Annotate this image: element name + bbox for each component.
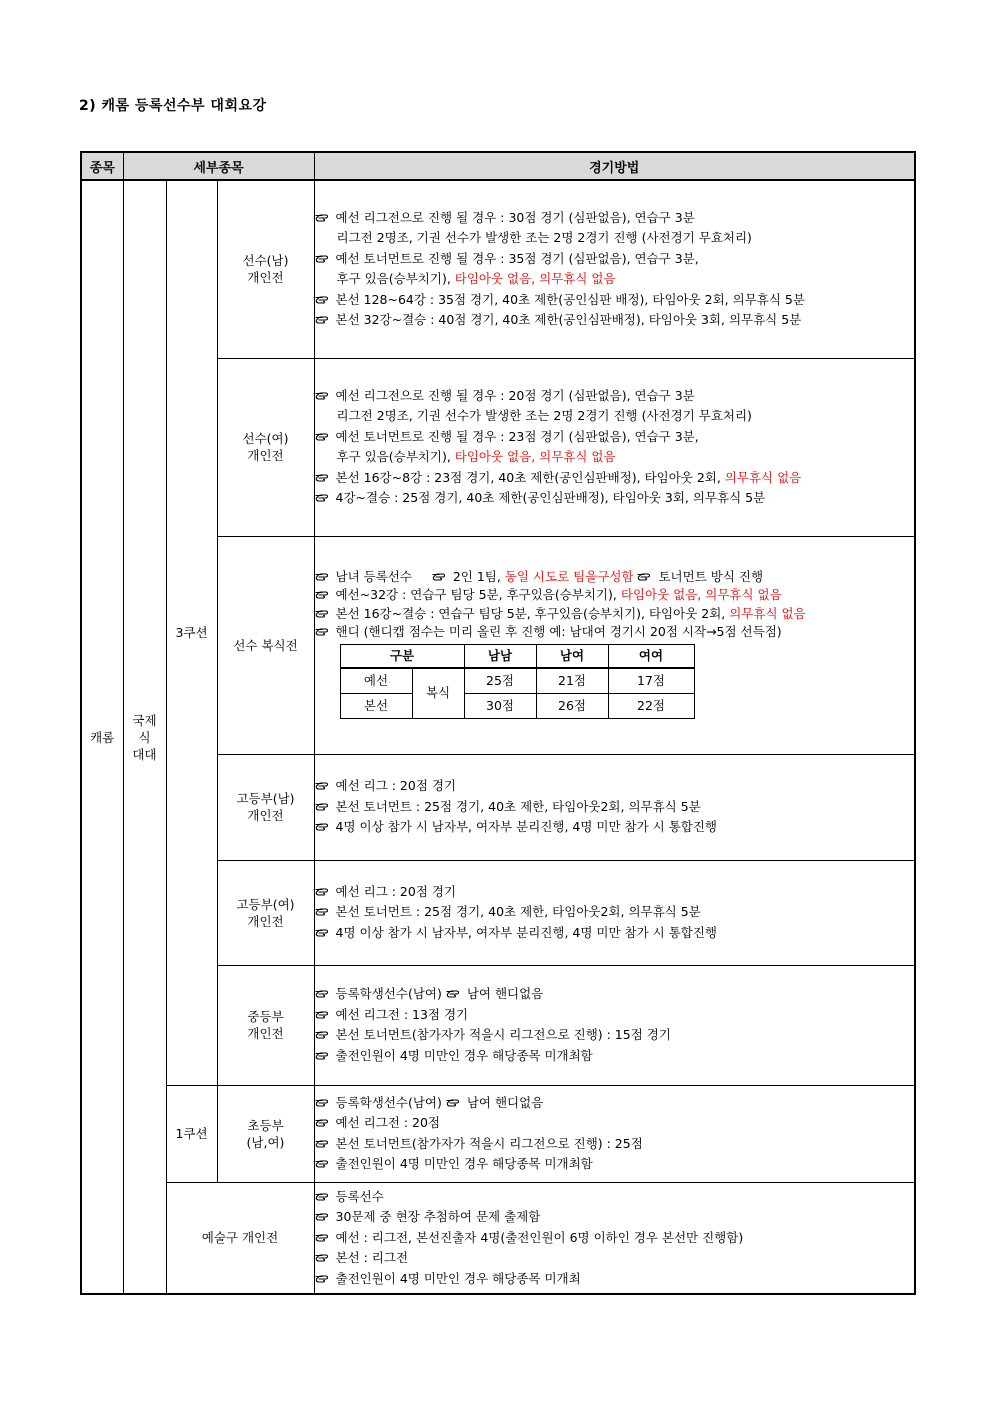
- header-detail: 세부종목: [123, 152, 314, 180]
- pointing-hand-icon: [315, 1233, 329, 1242]
- elem-method: 등록학생선수(남여) 남여 핸디없음 예선 리그전 : 20점 본선 토너먼트(참가자가 적을시 리그전으로 진행) : 25점 출전인원이 4명 미만인 경우 해당종목 미개최함: [314, 1085, 915, 1182]
- pointing-hand-icon: [315, 781, 329, 790]
- artistic-label: 예술구 개인전: [166, 1182, 314, 1294]
- pointing-hand-icon: [315, 802, 329, 811]
- pointing-hand-icon: [315, 1274, 329, 1283]
- table-row: [81, 1182, 915, 1294]
- ms-method: 등록학생선수(남여) 남여 핸디없음 예선 리그전 : 13점 경기 본선 토너먼트(참가자가 적을시 리그전으로 진행) : 15점 경기 출전인원이 4명 미만인 경우 해당종목 미개최함: [314, 965, 915, 1085]
- red-note: 타임아웃 없음, 의무휴식 없음: [454, 449, 616, 464]
- hs-men-label: 고등부(남) 개인전: [217, 754, 314, 860]
- red-note: 타임아웃 없음, 의무휴식 없음: [620, 587, 782, 602]
- header-method: 경기방법: [314, 152, 915, 180]
- handicap-stage: 본선: [340, 693, 412, 718]
- pointing-hand-icon: [315, 391, 329, 400]
- pointing-hand-icon: [315, 907, 329, 916]
- men-individual-method: 예선 리그전으로 진행 될 경우 : 30점 경기 (심판없음), 연습구 3분 리그전 2명조, 기권 선수가 발생한 조는 2명 2경기 진행 (사전경기 무효처리) 예선 토너먼트로 진행 될 경우 : 35점 경기 (심판없음), 연습구 3분, 후구 있음(승부치기), 타임아웃 없음, 의무휴식 없음 본선 128~64강 : 35점 경기, 40초 제한(공인심판 배정), 타임아웃 2회, 의무휴식 5분 본선 32강~결승 : 40점 경기, 40초 제한(공인심판배정), 타임아웃 3회, 의무휴식 5분: [314, 180, 915, 358]
- three-cushion-cell: 3쿠션: [166, 180, 217, 1085]
- handicap-value: 30점: [464, 693, 536, 718]
- pointing-hand-icon: [315, 609, 329, 618]
- tournament-rules-table: [80, 151, 916, 1295]
- handicap-row: [340, 693, 694, 718]
- handicap-value: 21점: [536, 668, 608, 694]
- women-individual-label: 선수(여) 개인전: [217, 358, 314, 536]
- handicap-stage: 예선: [340, 668, 412, 694]
- one-cushion-cell: 1쿠션: [166, 1085, 217, 1182]
- handicap-header-mm: 남남: [464, 644, 536, 668]
- ms-label: 중등부 개인전: [217, 965, 314, 1085]
- pointing-hand-icon: [315, 1030, 329, 1039]
- pointing-hand-icon: [637, 572, 651, 581]
- table-row: [81, 1085, 915, 1182]
- elem-label: 초등부 (남,여): [217, 1085, 314, 1182]
- handicap-header-mw: 남여: [536, 644, 608, 668]
- pointing-hand-icon: [315, 254, 329, 263]
- pointing-hand-icon: [315, 1159, 329, 1168]
- red-note: 동일 시도로 팀을구성함: [504, 568, 634, 584]
- pointing-hand-icon: [315, 295, 329, 304]
- artistic-method: 등록선수 30문제 중 현장 추첨하여 문제 출제함 예선 : 리그전, 본선진출자 4명(출전인원이 6명 이하인 경우 본선만 진행함) 본선 : 리그전 출전인원이 4명 미만인 경우 해당종목 미개최: [314, 1182, 915, 1294]
- handicap-row: [340, 668, 694, 694]
- pointing-hand-icon: [432, 572, 446, 581]
- handicap-table: [340, 644, 695, 719]
- handicap-value: 25점: [464, 668, 536, 694]
- pointing-hand-icon: [315, 572, 329, 581]
- pointing-hand-icon: [315, 213, 329, 222]
- pointing-hand-icon: [315, 1051, 329, 1060]
- hs-men-method: 예선 리그 : 20점 경기 본선 토너먼트 : 25점 경기, 40초 제한, 타임아웃2회, 의무휴식 5분 4명 이상 참가 시 남자부, 여자부 분리진행, 4명 미만 참가 시 통합진행: [314, 754, 915, 860]
- pointing-hand-icon: [315, 1192, 329, 1201]
- handicap-value: 26점: [536, 693, 608, 718]
- pointing-hand-icon: [315, 989, 329, 998]
- women-individual-method: 예선 리그전으로 진행 될 경우 : 20점 경기 (심판없음), 연습구 3분 리그전 2명조, 기권 선수가 발생한 조는 2명 2경기 진행 (사전경기 무효처리) 예선 토너먼트로 진행 될 경우 : 23점 경기 (심판없음), 연습구 3분, 후구 있음(승부치기), 타임아웃 없음, 의무휴식 없음 본선 16강~8강 : 23점 경기, 40초 제한(공인심판배정), 타임아웃 2회, 의무휴식 없음 4강~결승 : 25점 경기, 40초 제한(공인심판배정), 타임아웃 3회, 의무휴식 5분: [314, 358, 915, 536]
- pointing-hand-icon: [446, 1098, 460, 1107]
- handicap-header-ww: 여여: [608, 644, 694, 668]
- style-cell: 국제 식 대대: [123, 180, 166, 1294]
- handicap-type: 복식: [412, 668, 464, 719]
- handicap-header-category: 구분: [340, 644, 464, 668]
- pointing-hand-icon: [315, 887, 329, 896]
- pointing-hand-icon: [315, 1253, 329, 1262]
- pointing-hand-icon: [315, 473, 329, 482]
- pointing-hand-icon: [446, 989, 460, 998]
- pointing-hand-icon: [315, 928, 329, 937]
- pointing-hand-icon: [315, 822, 329, 831]
- men-individual-label: 선수(남) 개인전: [217, 180, 314, 358]
- hs-women-method: 예선 리그 : 20점 경기 본선 토너먼트 : 25점 경기, 40초 제한, 타임아웃2회, 의무휴식 5분 4명 이상 참가 시 남자부, 여자부 분리진행, 4명 미만 참가 시 통합진행: [314, 860, 915, 965]
- pointing-hand-icon: [315, 1139, 329, 1148]
- doubles-label: 선수 복식전: [217, 536, 314, 754]
- pointing-hand-icon: [315, 1098, 329, 1107]
- pointing-hand-icon: [315, 315, 329, 324]
- pointing-hand-icon: [315, 627, 329, 636]
- pointing-hand-icon: [315, 1118, 329, 1127]
- section-heading: 2) 캐롬 등록선수부 대회요강: [79, 98, 267, 114]
- pointing-hand-icon: [315, 590, 329, 599]
- table-row: [81, 180, 915, 358]
- pointing-hand-icon: [315, 432, 329, 441]
- event-cell: 캐롬: [81, 180, 123, 1294]
- red-note: 의무휴식 없음: [729, 605, 806, 621]
- red-note: 의무휴식 없음: [724, 469, 802, 485]
- pointing-hand-icon: [315, 1010, 329, 1019]
- table-header-row: [81, 152, 915, 180]
- handicap-header-row: [340, 644, 694, 668]
- doubles-method: 남녀 등록선수 2인 1팀, 동일 시도로 팀을구성함 토너먼트 방식 진행 예선~32강 : 연습구 팀당 5분, 후구있음(승부치기), 타임아웃 없음, 의무휴식 없음 본선 16강~결승 : 연습구 팀당 5분, 후구있음(승부치기), 타임아웃 2회, 의무휴식 없음 핸디 (핸디캡 점수는 미리 올린 후 진행 예: 남대여 경기시 20점 시작→5점 선득점) 구분 남남 남여 여여 예선 복식 25점 21점 17점 본선 30점 26점 22점: [314, 536, 915, 754]
- pointing-hand-icon: [315, 1212, 329, 1221]
- handicap-value: 17점: [608, 668, 694, 694]
- header-event: 종목: [81, 152, 123, 180]
- pointing-hand-icon: [315, 493, 329, 502]
- handicap-value: 22점: [608, 693, 694, 718]
- hs-women-label: 고등부(여) 개인전: [217, 860, 314, 965]
- red-note: 타임아웃 없음, 의무휴식 없음: [454, 271, 616, 287]
